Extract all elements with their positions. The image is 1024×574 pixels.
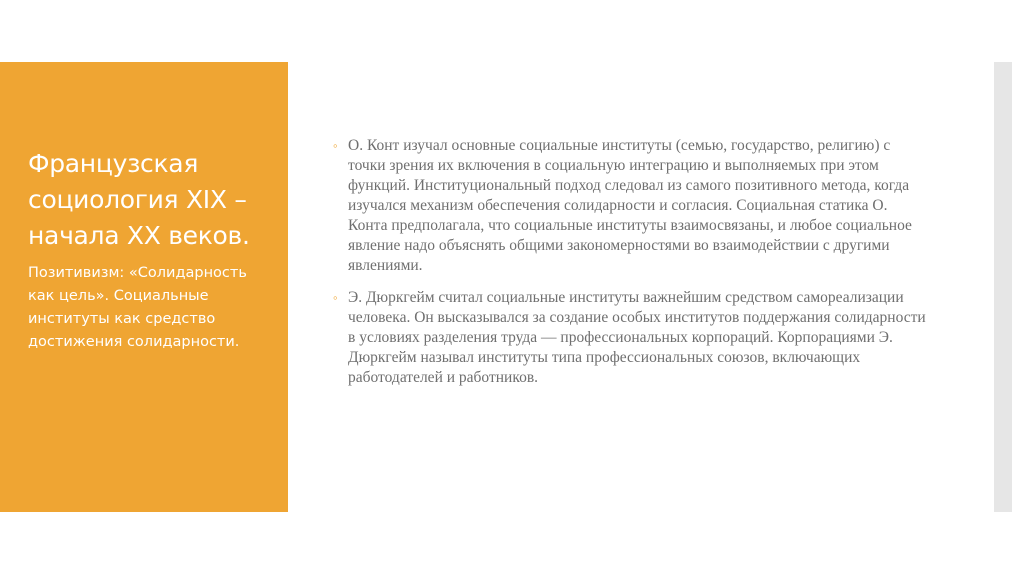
bullet-dot-icon: ◦: [333, 138, 338, 153]
scrollbar[interactable]: [994, 62, 1012, 512]
slide-subtitle: Позитивизм: «Солидарность как цель». Социальные институты как средство достижения солидарности.: [28, 265, 247, 350]
slide: [0, 62, 994, 512]
content-list: [330, 136, 930, 400]
bullet-text: О. Конт изучал основные социальные институты (семью, государство, религию) с точки зрения их включения в социальную интеграцию и выполняемых при этом функций. Институциональный подход следовал из самого позитивного метода, когда изучался механизм обеспечения солидарности и согласия. Социальная статика О. Конта предполагала, что социальные институты взаимосвязаны, и любое социальное явление надо объяснять общими закономерностями во взаимодействии с другими явлениями.: [348, 137, 912, 274]
list-item: [330, 288, 930, 388]
title-panel: [0, 62, 288, 512]
bullet-text: Э. Дюркгейм считал социальные институты важнейшим средством самореализации человека. Он высказывался за создание особых институтов поддержания солидарности в условиях разделения труда — профессиональных корпораций. Корпорациями Э. Дюркгейм называл институты типа профессиональных союзов, включающих работодателей и работников.: [348, 289, 926, 386]
slide-title: Французская социология XIX – начала XX веков.: [28, 149, 250, 250]
bullet-dot-icon: ◦: [333, 290, 338, 305]
list-item: [330, 136, 930, 276]
